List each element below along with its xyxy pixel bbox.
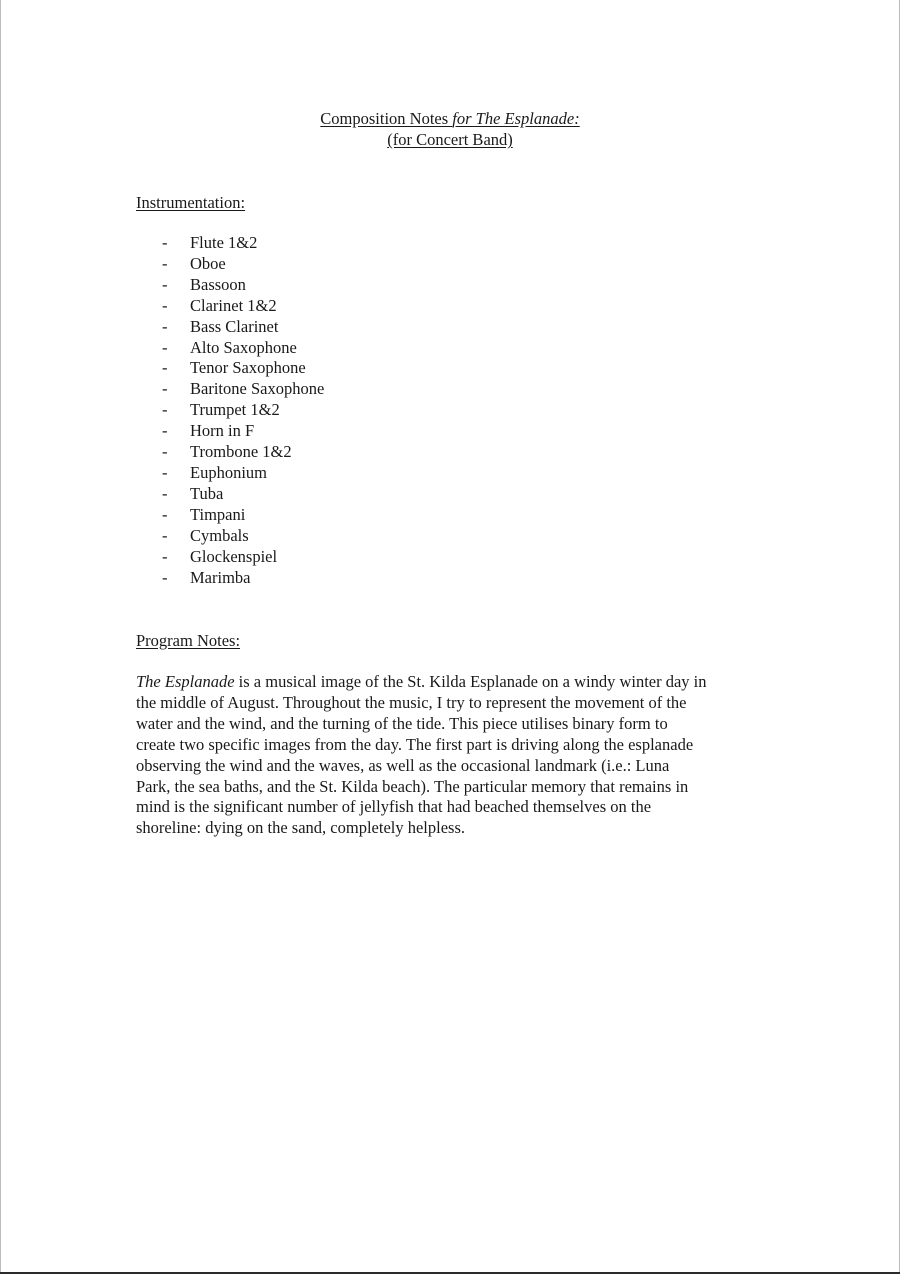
- instrument-list-item: [162, 568, 324, 589]
- list-bullet: -: [162, 400, 168, 420]
- instrument-name: Marimba: [190, 567, 251, 587]
- instrument-list-item: [162, 400, 324, 421]
- title-subtitle: (for Concert Band): [387, 130, 513, 149]
- list-bullet: -: [162, 253, 168, 273]
- title-line-1: [0, 108, 900, 129]
- list-bullet: -: [162, 483, 168, 503]
- list-bullet: -: [162, 233, 168, 252]
- program-notes-text: Park, the sea baths, and the St. Kilda beach). The particular memory that remains in: [136, 776, 689, 796]
- program-notes-text: observing the wind and the waves, as well as the occasional landmark (i.e.: Luna: [136, 755, 670, 775]
- program-notes-line: [136, 672, 776, 693]
- title-line-2: [0, 129, 900, 150]
- program-notes-line: [136, 693, 776, 714]
- program-notes-heading: Program Notes:: [136, 631, 241, 650]
- list-bullet: -: [162, 546, 168, 566]
- instrument-list-item: [162, 317, 324, 338]
- instrument-list-item: [162, 358, 324, 379]
- list-bullet: -: [162, 567, 168, 587]
- program-notes-text: water and the wind, and the turning of the tide. This piece utilises binary form to: [136, 713, 668, 733]
- list-bullet: -: [162, 525, 168, 545]
- program-notes-text: create two specific images from the day. The first part is driving along the esplanade: [136, 734, 694, 754]
- instrument-name: Bassoon: [190, 274, 246, 294]
- list-bullet: -: [162, 337, 168, 357]
- instrument-name: Timpani: [190, 504, 246, 524]
- instrument-name: Trumpet 1&2: [190, 400, 280, 420]
- instrument-name: Bass Clarinet: [190, 316, 279, 336]
- instrument-list-item: [162, 463, 324, 484]
- program-notes-line: [136, 777, 776, 798]
- instrument-name: Tenor Saxophone: [190, 358, 306, 378]
- program-notes-line: [136, 735, 776, 756]
- instrument-list-item: [162, 254, 324, 275]
- instrument-list: [162, 233, 324, 588]
- program-notes-line: [136, 797, 776, 818]
- page-edge-left: [0, 0, 1, 1274]
- piece-title-italic: The Esplanade: [136, 672, 235, 691]
- instrument-list-item: [162, 547, 324, 568]
- list-bullet: -: [162, 462, 168, 482]
- instrument-list-item: [162, 379, 324, 400]
- list-bullet: -: [162, 295, 168, 315]
- list-bullet: -: [162, 358, 168, 378]
- list-bullet: -: [162, 274, 168, 294]
- instrumentation-heading: Instrumentation:: [136, 193, 246, 212]
- program-notes-body: [136, 672, 776, 839]
- program-notes-line: [136, 756, 776, 777]
- instrument-name: Cymbals: [190, 525, 249, 545]
- instrument-name: Flute 1&2: [190, 233, 258, 252]
- title-italic-part: for The Esplanade:: [452, 109, 580, 128]
- instrument-name: Glockenspiel: [190, 546, 278, 566]
- instrument-list-item: [162, 338, 324, 359]
- instrument-list-item: [162, 275, 324, 296]
- instrument-name: Euphonium: [190, 462, 267, 482]
- document-title: [0, 108, 900, 150]
- instrument-name: Tuba: [190, 483, 224, 503]
- instrument-list-item: [162, 296, 324, 317]
- instrument-list-item: [162, 421, 324, 442]
- list-bullet: -: [162, 379, 168, 399]
- program-notes-line: [136, 818, 776, 839]
- list-bullet: -: [162, 504, 168, 524]
- instrument-name: Clarinet 1&2: [190, 295, 277, 315]
- list-bullet: -: [162, 442, 168, 462]
- instrument-list-item: [162, 442, 324, 463]
- instrument-list-item: [162, 526, 324, 547]
- instrument-name: Trombone 1&2: [190, 442, 292, 462]
- instrument-name: Horn in F: [190, 421, 255, 441]
- program-notes-text: the middle of August. Throughout the music, I try to represent the movement of the: [136, 692, 687, 712]
- list-bullet: -: [162, 421, 168, 441]
- program-notes-text: is a musical image of the St. Kilda Esplanade on a windy winter day in: [234, 672, 707, 691]
- title-prefix: Composition Notes: [320, 109, 453, 128]
- program-notes-text: shoreline: dying on the sand, completely helpless.: [136, 818, 466, 838]
- instrument-name: Alto Saxophone: [190, 337, 297, 357]
- instrument-list-item: [162, 505, 324, 526]
- list-bullet: -: [162, 316, 168, 336]
- instrument-name: Baritone Saxophone: [190, 379, 325, 399]
- instrument-list-item: [162, 233, 324, 254]
- program-notes-line: [136, 714, 776, 735]
- instrument-name: Oboe: [190, 253, 226, 273]
- instrument-list-item: [162, 484, 324, 505]
- program-notes-text: mind is the significant number of jellyfish that had beached themselves on the: [136, 797, 652, 817]
